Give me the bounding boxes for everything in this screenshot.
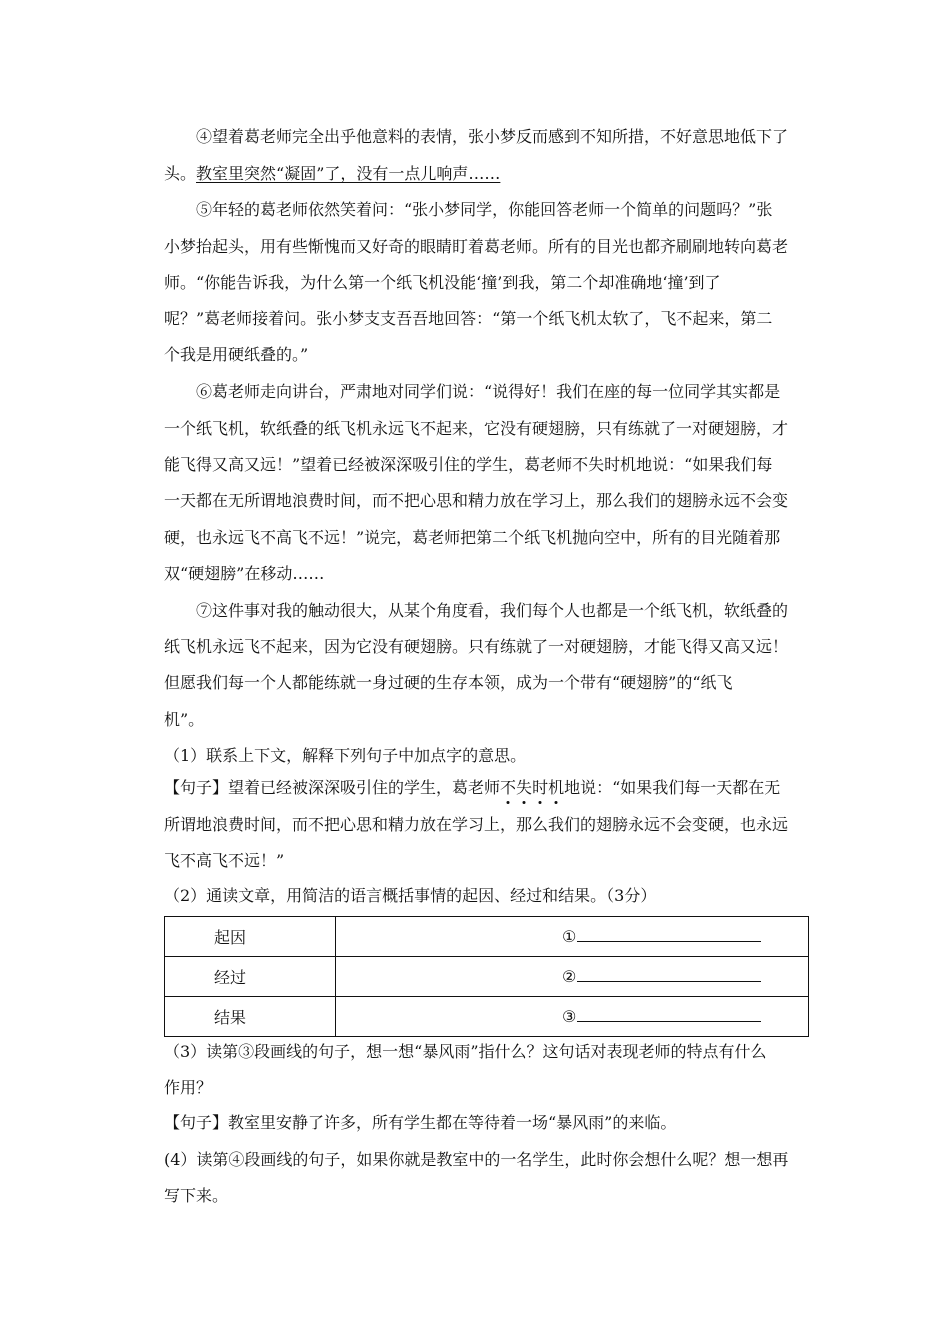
- sentence-tag: 【句子】: [164, 778, 229, 797]
- paragraph-7-line: ⑦这件事对我的触动很大，从某个角度看，我们每个人也都是一个纸飞机，软纸叠的: [196, 601, 789, 620]
- row-label: 经过: [213, 968, 246, 987]
- blank-marker: ①: [562, 927, 577, 946]
- question-1-sentence-line: 飞不高飞不远！”: [164, 851, 285, 870]
- question-4-prompt: (4）读第④段画线的句子，如果你就是教室中的一名学生，此时你会想什么呢？想一想再: [164, 1150, 789, 1169]
- paragraph-6-line: ⑥葛老师走向讲台，严肃地对同学们说：“说得好！我们在座的每一位同学其实都是: [196, 382, 781, 401]
- row-label: 起因: [213, 928, 246, 947]
- paragraph-6-line: 双“硬翅膀”在移动……: [164, 564, 325, 583]
- paragraph-7-line: 但愿我们每一个人都能练就一身过硬的生存本领，成为一个带有“硬翅膀”的“纸飞: [164, 673, 733, 692]
- question-1-sentence-line: [164, 776, 809, 800]
- paragraph-5-line: 师。“你能告诉我，为什么第一个纸飞机没能‘撞’到我，第二个却准确地‘撞’到了: [164, 273, 721, 292]
- answer-cell[interactable]: [336, 917, 809, 957]
- paragraph-6-line: 一天都在无所谓地浪费时间，而不把心思和精力放在学习上，那么我们的翅膀永远不会变: [164, 491, 789, 510]
- paragraph-4-text: 头。: [164, 164, 197, 183]
- sentence-text: 地说：“如果我们每一天都在无: [564, 778, 781, 797]
- underlined-sentence-p4: 教室里突然“凝固”了，没有一点儿响声……: [196, 164, 501, 183]
- paragraph-5-line: ⑤年轻的葛老师依然笑着问：“张小梦同学，你能回答老师一个简单的问题吗？”张: [196, 200, 773, 219]
- question-4-prompt: 写下来。: [164, 1186, 229, 1205]
- answer-cell[interactable]: [336, 997, 809, 1037]
- dotted-char: 机: [548, 778, 564, 797]
- answer-blank[interactable]: [577, 1007, 761, 1022]
- paragraph-5-line: 小梦抬起头，用有些惭愧而又好奇的眼睛盯着葛老师。所有的目光也都齐刷刷地转向葛老: [164, 237, 789, 256]
- answer-blank[interactable]: [577, 967, 761, 982]
- paragraph-5-line: 个我是用硬纸叠的。”: [164, 345, 309, 364]
- paragraph-6-line: 能飞得又高又远！”望着已经被深深吸引住的学生，葛老师不失时机地说：“如果我们每: [164, 455, 773, 474]
- paragraph-4-line: [164, 162, 809, 186]
- answer-cell[interactable]: [336, 957, 809, 997]
- sentence-text: 望着已经被深深吸引住的学生，葛老师: [228, 778, 501, 797]
- question-3-sentence: 【句子】教室里安静了许多，所有学生都在等待着一场“暴风雨”的来临。: [164, 1113, 677, 1132]
- paragraph-7-line: 机”。: [164, 710, 205, 729]
- question-2-prompt: （2）通读文章，用简洁的语言概括事情的起因、经过和结果。（3分）: [164, 886, 657, 905]
- table-row: [165, 997, 809, 1037]
- paragraph-6-line: 硬，也永远飞不高飞不远！”说完，葛老师把第二个纸飞机抛向空中，所有的目光随着那: [164, 528, 781, 547]
- dotted-char: 失: [516, 778, 532, 797]
- row-label-cell: [165, 917, 336, 957]
- row-label-cell: [165, 957, 336, 997]
- dotted-char: 时: [532, 778, 548, 797]
- answer-blank[interactable]: [577, 927, 761, 942]
- question-1-sentence-line: 所谓地浪费时间，而不把心思和精力放在学习上，那么我们的翅膀永远不会变硬，也永远: [164, 815, 789, 834]
- row-label: 结果: [213, 1008, 246, 1027]
- blank-marker: ③: [562, 1007, 577, 1026]
- paragraph-7-line: 纸飞机永远飞不起来，因为它没有硬翅膀。只有练就了一对硬翅膀，才能飞得又高又远！: [164, 637, 789, 656]
- question-1-prompt: （1）联系上下文，解释下列句子中加点字的意思。: [164, 746, 527, 765]
- paragraph-5-line: 呢？”葛老师接着问。张小梦支支吾吾地回答：“第一个纸飞机太软了，飞不起来，第二: [164, 309, 773, 328]
- question-3-prompt: （3）读第③段画线的句子，想一想“暴风雨”指什么？这句话对表现老师的特点有什么: [164, 1042, 767, 1061]
- table-row: [165, 957, 809, 997]
- table-row: [165, 917, 809, 957]
- summary-table: [164, 916, 809, 1037]
- row-label-cell: [165, 997, 336, 1037]
- paragraph-4-line: ④望着葛老师完全出乎他意料的表情，张小梦反而感到不知所措，不好意思地低下了: [196, 127, 789, 146]
- dotted-char: 不: [500, 778, 516, 797]
- question-3-prompt: 作用？: [164, 1078, 213, 1097]
- blank-marker: ②: [562, 967, 577, 986]
- paragraph-6-line: 一个纸飞机，软纸叠的纸飞机永远飞不起来，它没有硬翅膀，只有练就了一对硬翅膀，才: [164, 419, 789, 438]
